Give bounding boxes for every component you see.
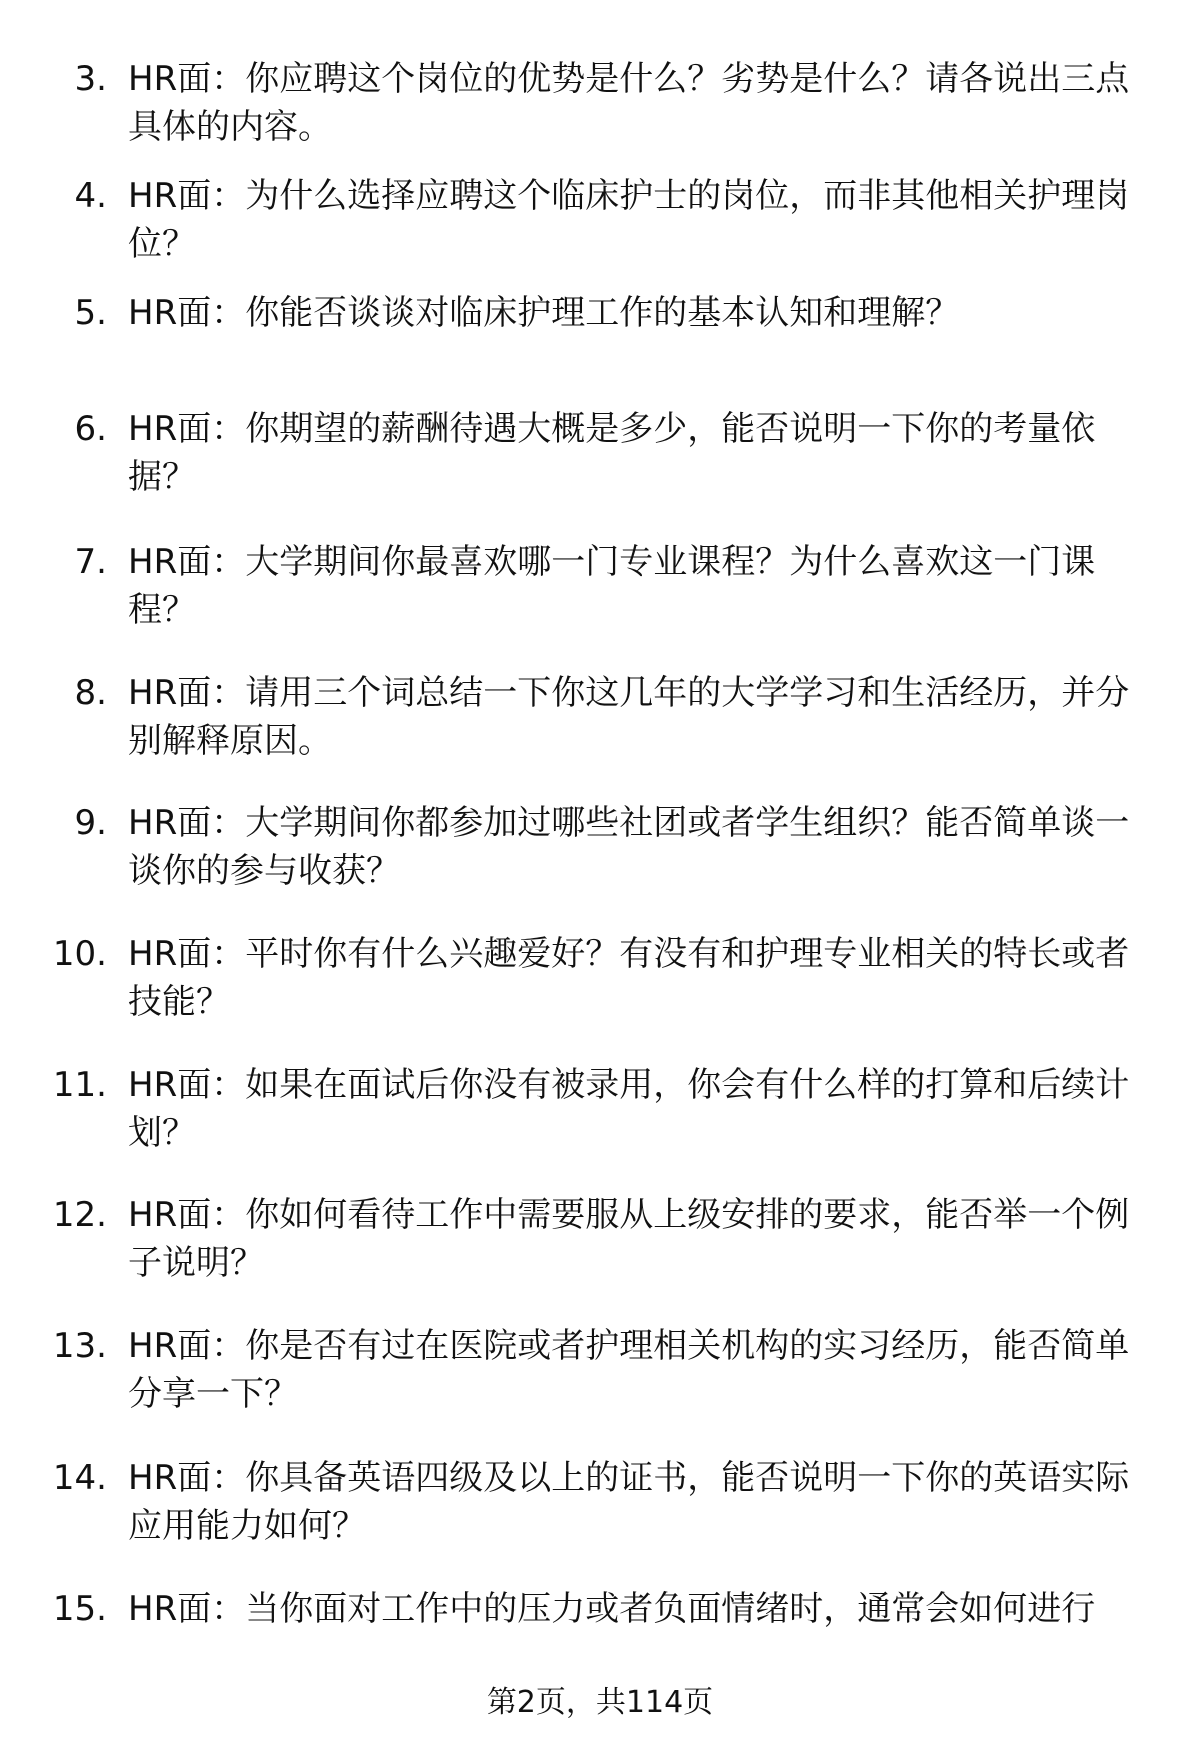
question-text: HR面：如果在面试后你没有被录用，你会有什么样的打算和后续计划？ [128, 1065, 1130, 1153]
question-text: HR面：平时你有什么兴趣爱好？有没有和护理专业相关的特长或者技能？ [128, 934, 1130, 1022]
question-number: 10. [52, 934, 107, 974]
question-number: 4. [74, 176, 107, 216]
question-text: HR面：当你面对工作中的压力或者负面情绪时，通常会如何进行 [128, 1589, 1096, 1629]
question-text: HR面：大学期间你都参加过哪些社团或者学生组织？能否简单谈一谈你的参与收获？ [128, 803, 1130, 891]
question-text: HR面：为什么选择应聘这个临床护士的岗位，而非其他相关护理岗位？ [128, 176, 1130, 264]
question-text: HR面：你是否有过在医院或者护理相关机构的实习经历，能否简单分享一下？ [128, 1326, 1130, 1414]
question-text: HR面：你能否谈谈对临床护理工作的基本认知和理解？ [128, 293, 960, 333]
question-text: HR面：请用三个词总结一下你这几年的大学学习和生活经历，并分别解释原因。 [128, 673, 1130, 761]
question-text: HR面：大学期间你最喜欢哪一门专业课程？为什么喜欢这一门课程？ [128, 542, 1096, 630]
question-text: HR面：你具备英语四级及以上的证书，能否说明一下你的英语实际应用能力如何？ [128, 1458, 1130, 1546]
question-number: 8. [74, 673, 107, 713]
question-number: 13. [52, 1326, 107, 1366]
question-number: 11. [52, 1065, 107, 1105]
question-text: HR面：你期望的薪酬待遇大概是多少，能否说明一下你的考量依据？ [128, 409, 1096, 497]
question-text: HR面：你应聘这个岗位的优势是什么？劣势是什么？请各说出三点具体的内容。 [128, 59, 1130, 147]
question-number: 6. [74, 409, 107, 449]
question-number: 7. [74, 542, 107, 582]
page-footer: 第2页，共114页 [486, 1685, 714, 1720]
question-number: 5. [74, 293, 107, 333]
question-number: 12. [52, 1195, 107, 1235]
question-number: 9. [74, 803, 107, 843]
question-number: 14. [52, 1458, 107, 1498]
question-number: 3. [74, 59, 107, 99]
question-number: 15. [52, 1589, 107, 1629]
question-text: HR面：你如何看待工作中需要服从上级安排的要求，能否举一个例子说明？ [128, 1195, 1130, 1283]
